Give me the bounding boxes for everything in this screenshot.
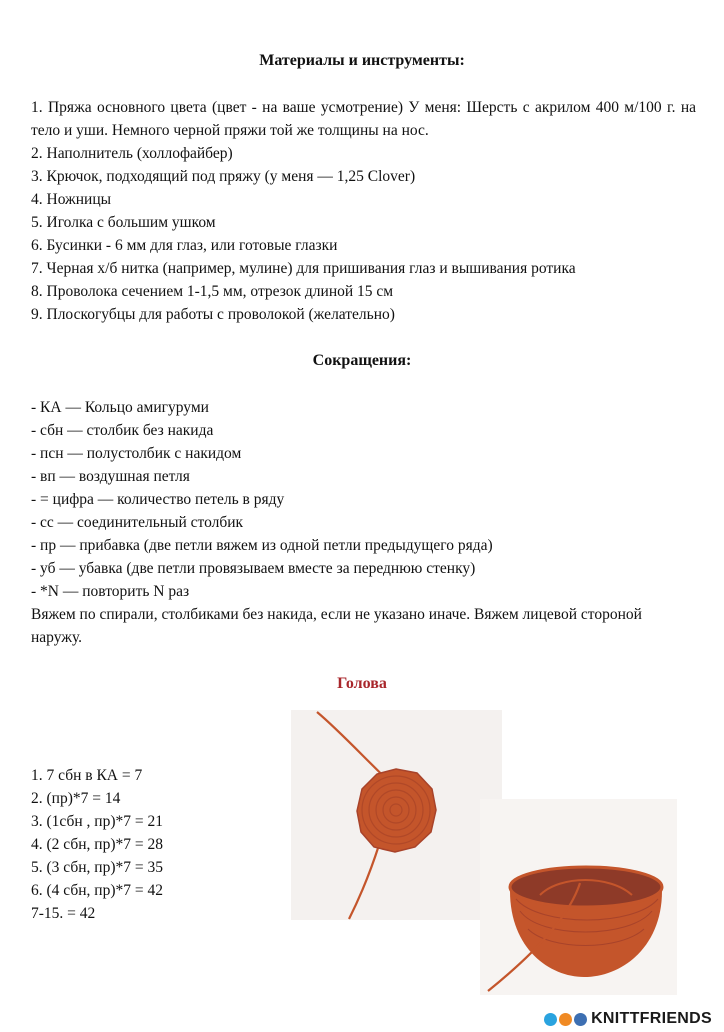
crochet-circle-photo — [291, 710, 502, 920]
materials-item: 6. Бусинки - 6 мм для глаз, или готовые глазки — [31, 237, 338, 254]
knittfriends-logo — [544, 1009, 712, 1029]
abbreviations-note: Вяжем по спирали, столбиками без накида, если не указано иначе. Вяжем лицевой стороной наружу. — [31, 606, 642, 646]
abbreviation-item: - *N — повторить N раз — [31, 583, 190, 600]
crochet-cup-photo — [480, 799, 677, 995]
materials-list — [31, 96, 696, 326]
materials-item: 7. Черная х/б нитка (например, мулине) для пришивания глаз и вышивания ротика — [31, 260, 576, 277]
abbreviations-list — [31, 396, 696, 649]
brand-name: KNITTFRIENDS — [591, 1010, 712, 1027]
abbreviation-item: - пр — прибавка (две петли вяжем из одной петли предыдущего ряда) — [31, 537, 493, 554]
head-row: 4. (2 сбн, пр)*7 = 28 — [31, 836, 163, 853]
abbreviation-item: - вп — воздушная петля — [31, 468, 190, 485]
abbreviation-item: - сбн — столбик без накида — [31, 422, 214, 439]
head-section-title: Голова — [337, 675, 387, 692]
abbreviations-title: Сокращения: — [312, 352, 412, 369]
abbreviation-item: - КА — Кольцо амигуруми — [31, 399, 209, 416]
abbreviation-item: - сс — соединительный столбик — [31, 514, 244, 531]
ok-icon — [559, 1013, 572, 1026]
materials-item: 3. Крючок, подходящий под пряжу (у меня — 1,25 Clover) — [31, 168, 416, 185]
vk-icon — [574, 1013, 587, 1026]
head-row: 1. 7 сбн в КА = 7 — [31, 767, 143, 784]
head-row: 6. (4 сбн, пр)*7 = 42 — [31, 882, 163, 899]
materials-item: 8. Проволока сечением 1-1,5 мм, отрезок длиной 15 см — [31, 283, 394, 300]
materials-title: Материалы и инструменты: — [259, 52, 465, 69]
materials-item: 5. Иголка с большим ушком — [31, 214, 216, 231]
abbreviation-item: - псн — полустолбик с накидом — [31, 445, 242, 462]
materials-item: 9. Плоскогубцы для работы с проволокой (желательно) — [31, 306, 395, 323]
head-row: 2. (пр)*7 = 14 — [31, 790, 121, 807]
telegram-icon — [544, 1013, 557, 1026]
head-row: 3. (1сбн , пр)*7 = 21 — [31, 813, 163, 830]
head-row: 7-15. = 42 — [31, 905, 96, 922]
abbreviation-item: - уб — убавка (две петли провязываем вместе за переднюю стенку) — [31, 560, 476, 577]
materials-item: 1. Пряжа основного цвета (цвет - на ваше усмотрение) У меня: Шерсть с акрилом 400 м/100 г. на тело и уши. Немного черной пряжи той же толщины на нос. — [31, 99, 696, 139]
head-row: 5. (3 сбн, пр)*7 = 35 — [31, 859, 163, 876]
materials-item: 4. Ножницы — [31, 191, 112, 208]
abbreviation-item: - = цифра — количество петель в ряду — [31, 491, 285, 508]
head-rows-list — [31, 764, 281, 925]
materials-item: 2. Наполнитель (холлофайбер) — [31, 145, 233, 162]
